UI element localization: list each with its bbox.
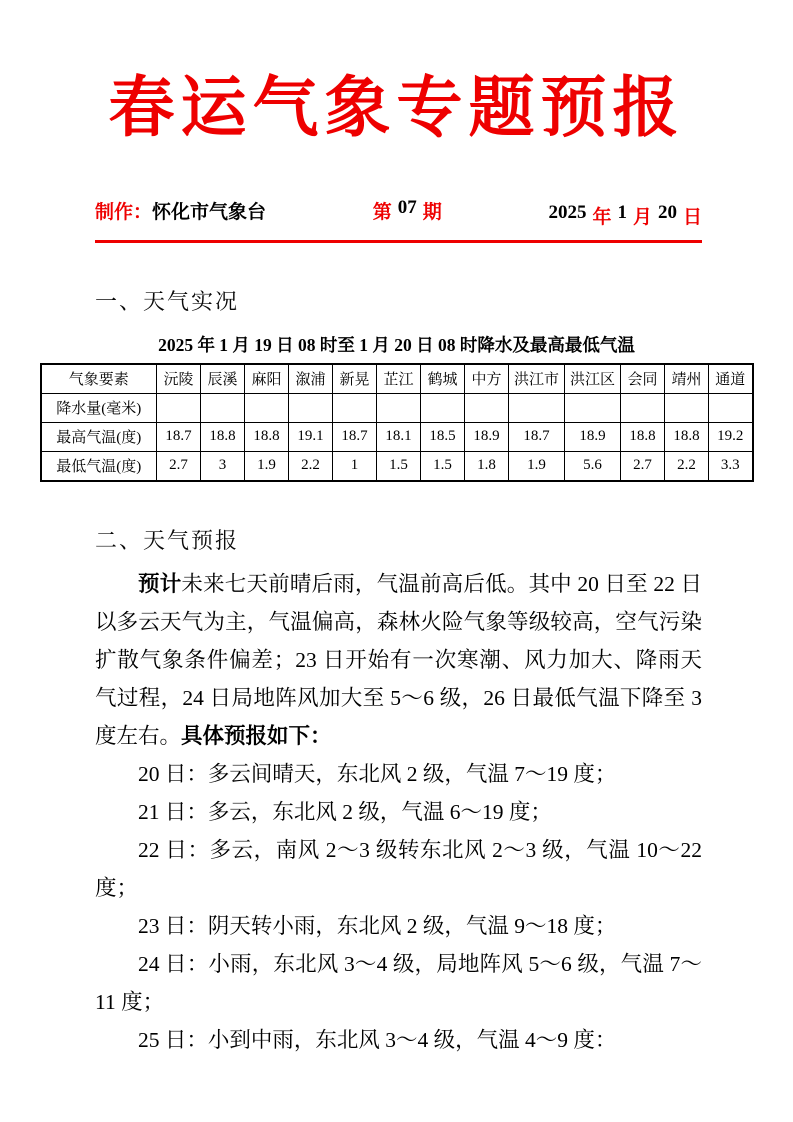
table-cell: 5.6 — [565, 451, 621, 481]
table-cell: 18.7 — [157, 422, 201, 451]
table-cell — [509, 393, 565, 422]
table-cell: 1.8 — [465, 451, 509, 481]
table-cell: 1.9 — [509, 451, 565, 481]
table-row-precipitation — [41, 393, 753, 422]
table-cell: 1.9 — [245, 451, 289, 481]
table-header-cell: 辰溪 — [201, 364, 245, 394]
table-cell — [709, 393, 753, 422]
table-header-cell: 洪江市 — [509, 364, 565, 394]
table-header-cell: 鹤城 — [421, 364, 465, 394]
row-label: 最低气温(度) — [41, 451, 157, 481]
table-cell: 18.7 — [333, 422, 377, 451]
table-header-cell: 通道 — [709, 364, 753, 394]
table-cell: 1.5 — [421, 451, 465, 481]
table-cell: 18.9 — [565, 422, 621, 451]
forecast-body: 未来七天前晴后雨，气温前高后低。其中 20 日至 22 日以多云天气为主，气温偏高，森林火险气象等级较高，空气污染扩散气象条件偏差；23 日开始有一次寒潮、风力加大、降雨天气过程，24 日局地阵风加大至 5～6 级，26 日最低气温下降至 3 度左右。 — [95, 571, 702, 748]
daily-forecast-item: 21 日：多云，东北风 2 级，气温 6～19 度； — [138, 799, 552, 824]
table-cell: 19.2 — [709, 422, 753, 451]
table-cell: 19.1 — [289, 422, 333, 451]
table-cell — [421, 393, 465, 422]
producer-label: 制作： — [95, 201, 153, 223]
table-header-cell: 气象要素 — [41, 364, 157, 394]
table-cell: 3.3 — [709, 451, 753, 481]
section-1-heading: 一、天气实况 — [95, 288, 240, 314]
table-cell — [465, 393, 509, 422]
table-cell — [621, 393, 665, 422]
table-cell: 18.7 — [509, 422, 565, 451]
producer — [95, 197, 266, 224]
section-2-heading: 二、天气预报 — [95, 527, 240, 553]
issue-number — [373, 197, 442, 224]
row-label: 降水量(毫米) — [41, 393, 157, 422]
date-month-unit: 月 — [632, 206, 652, 228]
table-cell — [333, 393, 377, 422]
table-cell: 2.2 — [665, 451, 709, 481]
date-day: 20 — [657, 201, 677, 223]
table-cell — [157, 393, 201, 422]
date-month: 1 — [617, 201, 627, 223]
table-cell: 1 — [333, 451, 377, 481]
forecast-lead: 预计 — [138, 571, 182, 596]
table-cell: 2.2 — [289, 451, 333, 481]
table-header-cell: 芷江 — [377, 364, 421, 394]
issue-prefix: 第 — [372, 201, 392, 223]
table-cell: 18.8 — [621, 422, 665, 451]
forecast-summary-paragraph — [95, 565, 702, 755]
table-header-cell: 沅陵 — [157, 364, 201, 394]
table-header-row — [41, 364, 753, 394]
table-cell — [665, 393, 709, 422]
table-cell: 3 — [201, 451, 245, 481]
table-cell: 18.8 — [201, 422, 245, 451]
table-cell: 1.5 — [377, 451, 421, 481]
table-row-max-temp — [41, 422, 753, 451]
table-header-cell: 麻阳 — [245, 364, 289, 394]
table-cell — [565, 393, 621, 422]
daily-forecast-item: 22 日：多云，南风 2～3 级转东北风 2～3 级，气温 10～22 度； — [95, 837, 702, 900]
table-cell: 18.8 — [665, 422, 709, 451]
date-year-unit: 年 — [592, 206, 612, 228]
date-year: 2025 — [548, 201, 587, 223]
daily-forecast-item: 23 日：阴天转小雨，东北风 2 级，气温 9～18 度； — [138, 913, 617, 938]
issue-suffix: 期 — [422, 201, 442, 223]
table-cell: 2.7 — [621, 451, 665, 481]
table-cell: 18.1 — [377, 422, 421, 451]
table-header-cell: 新晃 — [333, 364, 377, 394]
table-header-cell: 中方 — [465, 364, 509, 394]
forecast-tail: 具体预报如下： — [181, 723, 332, 748]
daily-forecast-item: 20 日：多云间晴天，东北风 2 级，气温 7～19 度； — [138, 761, 617, 786]
table-cell — [201, 393, 245, 422]
table-cell: 18.9 — [465, 422, 509, 451]
table-header-cell: 会同 — [621, 364, 665, 394]
producer-name: 怀化市气象台 — [152, 201, 267, 223]
issue-value: 07 — [397, 196, 417, 218]
issue-date — [548, 202, 702, 229]
weather-table-title: 2025 年 1 月 19 日 08 时至 1 月 20 日 08 时降水及最高最低气温 — [158, 334, 635, 355]
table-header-cell: 洪江区 — [565, 364, 621, 394]
page-title: 春运气象专题预报 — [108, 72, 685, 145]
daily-forecast-item: 25 日：小到中雨，东北风 3～4 级，气温 4～9 度： — [138, 1027, 617, 1052]
table-header-cell: 溆浦 — [289, 364, 333, 394]
table-header-cell: 靖州 — [665, 364, 709, 394]
table-cell: 18.5 — [421, 422, 465, 451]
date-day-unit: 日 — [682, 206, 702, 228]
weather-observation-table — [40, 363, 754, 482]
row-label: 最高气温(度) — [41, 422, 157, 451]
table-cell: 18.8 — [245, 422, 289, 451]
table-cell — [289, 393, 333, 422]
table-row-min-temp — [41, 451, 753, 481]
table-cell: 2.7 — [157, 451, 201, 481]
issue-info-row — [95, 197, 702, 243]
daily-forecast-item: 24 日：小雨，东北风 3～4 级，局地阵风 5～6 级，气温 7～11 度； — [95, 951, 702, 1014]
table-cell — [245, 393, 289, 422]
table-cell — [377, 393, 421, 422]
